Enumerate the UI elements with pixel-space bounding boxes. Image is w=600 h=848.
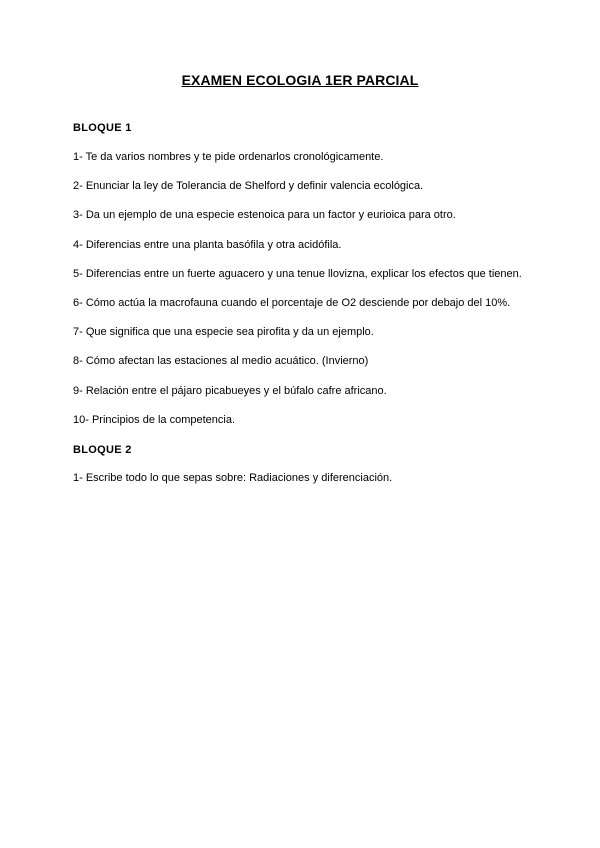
block-1-heading: BLOQUE 1	[73, 122, 132, 134]
question-1-9: 9- Relación entre el pájaro picabueyes y el búfalo cafre africano.	[73, 385, 387, 397]
question-1-5: 5- Diferencias entre un fuerte aguacero y una tenue llovizna, explicar los efectos que tienen.	[73, 268, 522, 280]
document-title: EXAMEN ECOLOGIA 1ER PARCIAL	[181, 72, 419, 88]
question-1-4: 4- Diferencias entre una planta basófila y otra acidófila.	[73, 239, 342, 251]
question-2-1: 1- Escribe todo lo que sepas sobre: Radiaciones y diferenciación.	[73, 472, 393, 484]
question-1-1: 1- Te da varios nombres y te pide ordenarlos cronológicamente.	[73, 151, 384, 163]
block-2-heading: BLOQUE 2	[73, 444, 132, 456]
question-1-3: 3- Da un ejemplo de una especie estenoica para un factor y eurioica para otro.	[73, 209, 456, 221]
question-1-10: 10- Principios de la competencia.	[73, 414, 236, 426]
question-1-2: 2- Enunciar la ley de Tolerancia de Shelford y definir valencia ecológica.	[73, 180, 424, 192]
question-1-8: 8- Cómo afectan las estaciones al medio acuático. (Invierno)	[73, 355, 369, 367]
question-1-6: 6- Cómo actúa la macrofauna cuando el porcentaje de O2 desciende por debajo del 10%.	[73, 297, 511, 309]
question-1-7: 7- Que significa que una especie sea pirofita y da un ejemplo.	[73, 326, 374, 338]
